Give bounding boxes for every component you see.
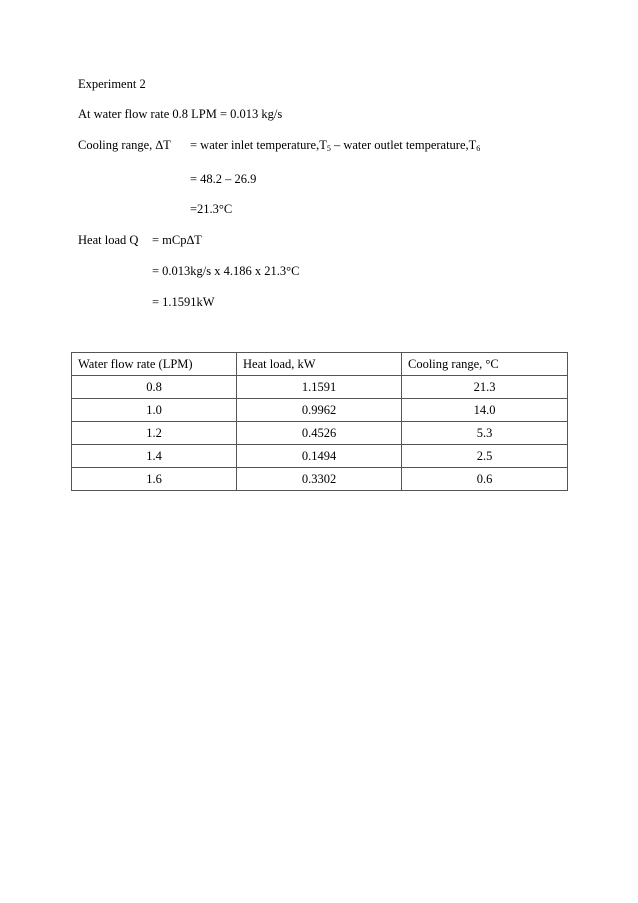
cooling-eq-text: = water inlet temperature,T bbox=[190, 138, 327, 152]
cooling-range-result: =21.3°C bbox=[190, 202, 233, 216]
cell-flow-rate: 1.6 bbox=[72, 468, 237, 491]
heat-load-substitution: = 0.013kg/s x 4.186 x 21.3°C bbox=[152, 264, 300, 278]
cooling-range-substitution: = 48.2 – 26.9 bbox=[190, 172, 257, 186]
flow-rate-line: At water flow rate 0.8 LPM = 0.013 kg/s bbox=[78, 107, 283, 121]
cell-flow-rate: 1.2 bbox=[72, 422, 237, 445]
cell-heat-load: 0.4526 bbox=[237, 422, 402, 445]
heat-load-formula: = mCp∆T bbox=[152, 233, 202, 247]
cell-heat-load: 1.1591 bbox=[237, 376, 402, 399]
cooling-range-equation bbox=[190, 138, 480, 153]
table-row bbox=[72, 468, 568, 491]
table-row bbox=[72, 399, 568, 422]
header-heat-load: Heat load, kW bbox=[237, 353, 402, 376]
subscript-6: 6 bbox=[476, 144, 481, 153]
heat-load-label: Heat load Q bbox=[78, 233, 139, 247]
cooling-range-label: Cooling range, ∆T bbox=[78, 138, 171, 152]
cell-cooling-range: 0.6 bbox=[402, 468, 568, 491]
cell-cooling-range: 14.0 bbox=[402, 399, 568, 422]
table-row bbox=[72, 376, 568, 399]
cell-flow-rate: 1.4 bbox=[72, 445, 237, 468]
table-header-row bbox=[72, 353, 568, 376]
cell-cooling-range: 21.3 bbox=[402, 376, 568, 399]
cell-heat-load: 0.3302 bbox=[237, 468, 402, 491]
results-table bbox=[71, 352, 568, 491]
cell-flow-rate: 1.0 bbox=[72, 399, 237, 422]
table-row bbox=[72, 422, 568, 445]
cell-heat-load: 0.1494 bbox=[237, 445, 402, 468]
cell-heat-load: 0.9962 bbox=[237, 399, 402, 422]
header-water-flow-rate: Water flow rate (LPM) bbox=[72, 353, 237, 376]
heat-load-result: = 1.1591kW bbox=[152, 295, 215, 309]
cell-cooling-range: 2.5 bbox=[402, 445, 568, 468]
cooling-eq-mid: – water outlet temperature,T bbox=[330, 138, 477, 152]
table-row bbox=[72, 445, 568, 468]
header-cooling-range: Cooling range, °C bbox=[402, 353, 568, 376]
subscript-5: 5 bbox=[326, 144, 331, 153]
cell-cooling-range: 5.3 bbox=[402, 422, 568, 445]
cell-flow-rate: 0.8 bbox=[72, 376, 237, 399]
experiment-title: Experiment 2 bbox=[78, 77, 146, 91]
